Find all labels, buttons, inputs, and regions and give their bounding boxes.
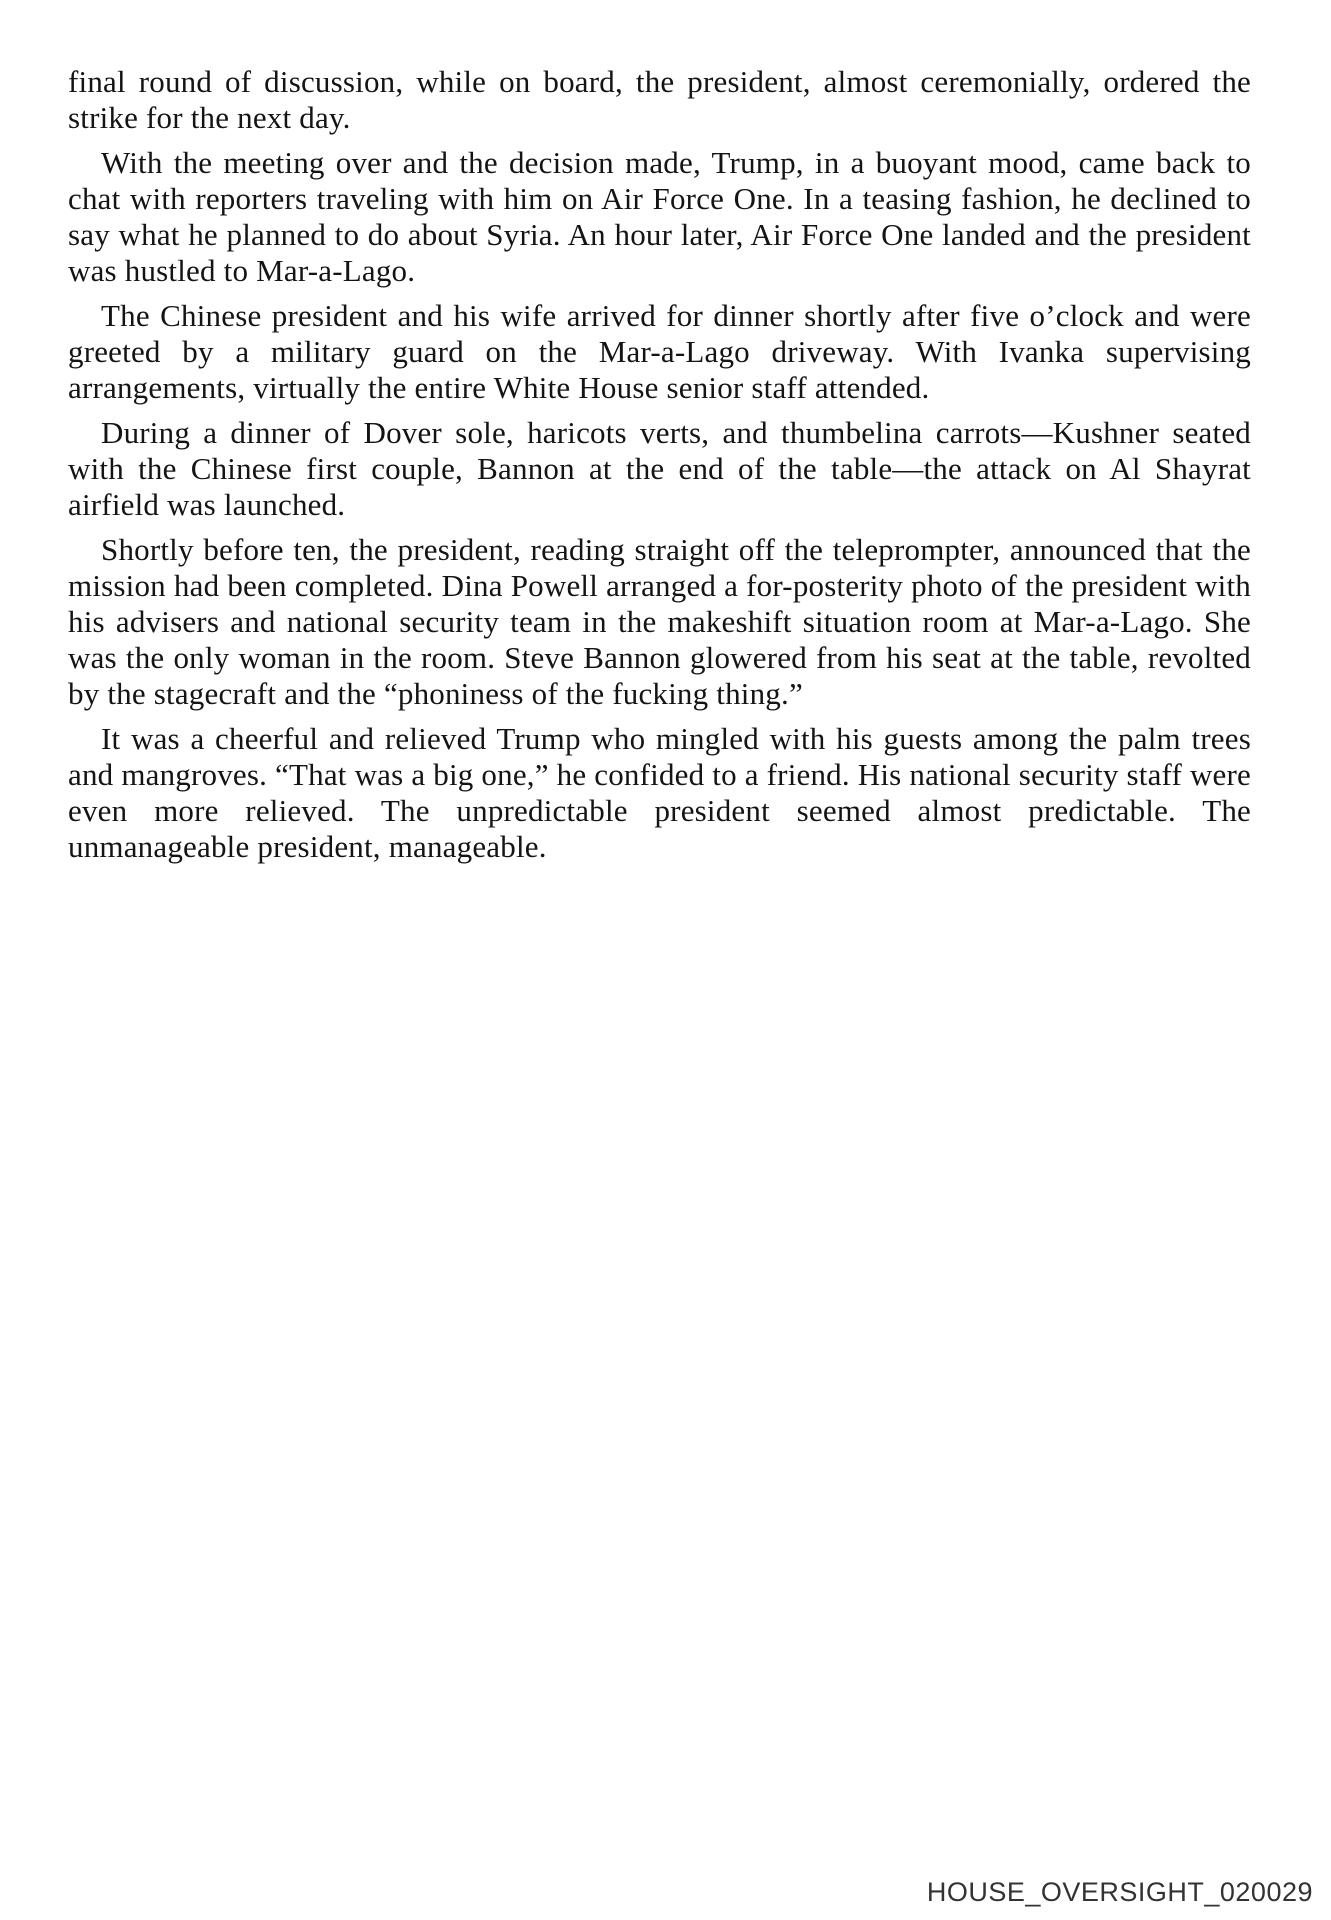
page-text-block [68,64,1251,865]
paragraph: With the meeting over and the decision made, Trump, in a buoyant mood, came back to chat with reporters traveling with him on Air Force One. In a teasing fashion, he declined to say what he planned to do about Syria. An hour later, Air Force One landed and the president was hustled to Mar-a-Lago. [68,145,1251,288]
paragraph-continuation: final round of discussion, while on board, the president, almost ceremonially, ordered the strike for the next day. [68,64,1251,135]
bates-stamp: HOUSE_OVERSIGHT_020029 [926,1877,1313,1907]
paragraph: The Chinese president and his wife arrived for dinner shortly after five o’clock and were greeted by a military guard on the Mar-a-Lago driveway. With Ivanka supervising arrangements, virtually the entire White House senior staff attended. [68,298,1251,405]
paragraph: During a dinner of Dover sole, haricots verts, and thumbelina carrots—Kushner seated with the Chinese first couple, Bannon at the end of the table—the attack on Al Shayrat airfield was launched. [68,415,1251,522]
paragraph: It was a cheerful and relieved Trump who mingled with his guests among the palm trees and mangroves. “That was a big one,” he confided to a friend. His national security staff were even more relieved. The unpredictable president seemed almost predictable. The unmanageable president, manageable. [68,721,1251,864]
paragraph: Shortly before ten, the president, reading straight off the teleprompter, announced that the mission had been completed. Dina Powell arranged a for-posterity photo of the president with his advisers and national security team in the makeshift situation room at Mar-a-Lago. She was the only woman in the room. Steve Bannon glowered from his seat at the table, revolted by the stagecraft and the “phoniness of the fucking thing.” [68,532,1251,711]
